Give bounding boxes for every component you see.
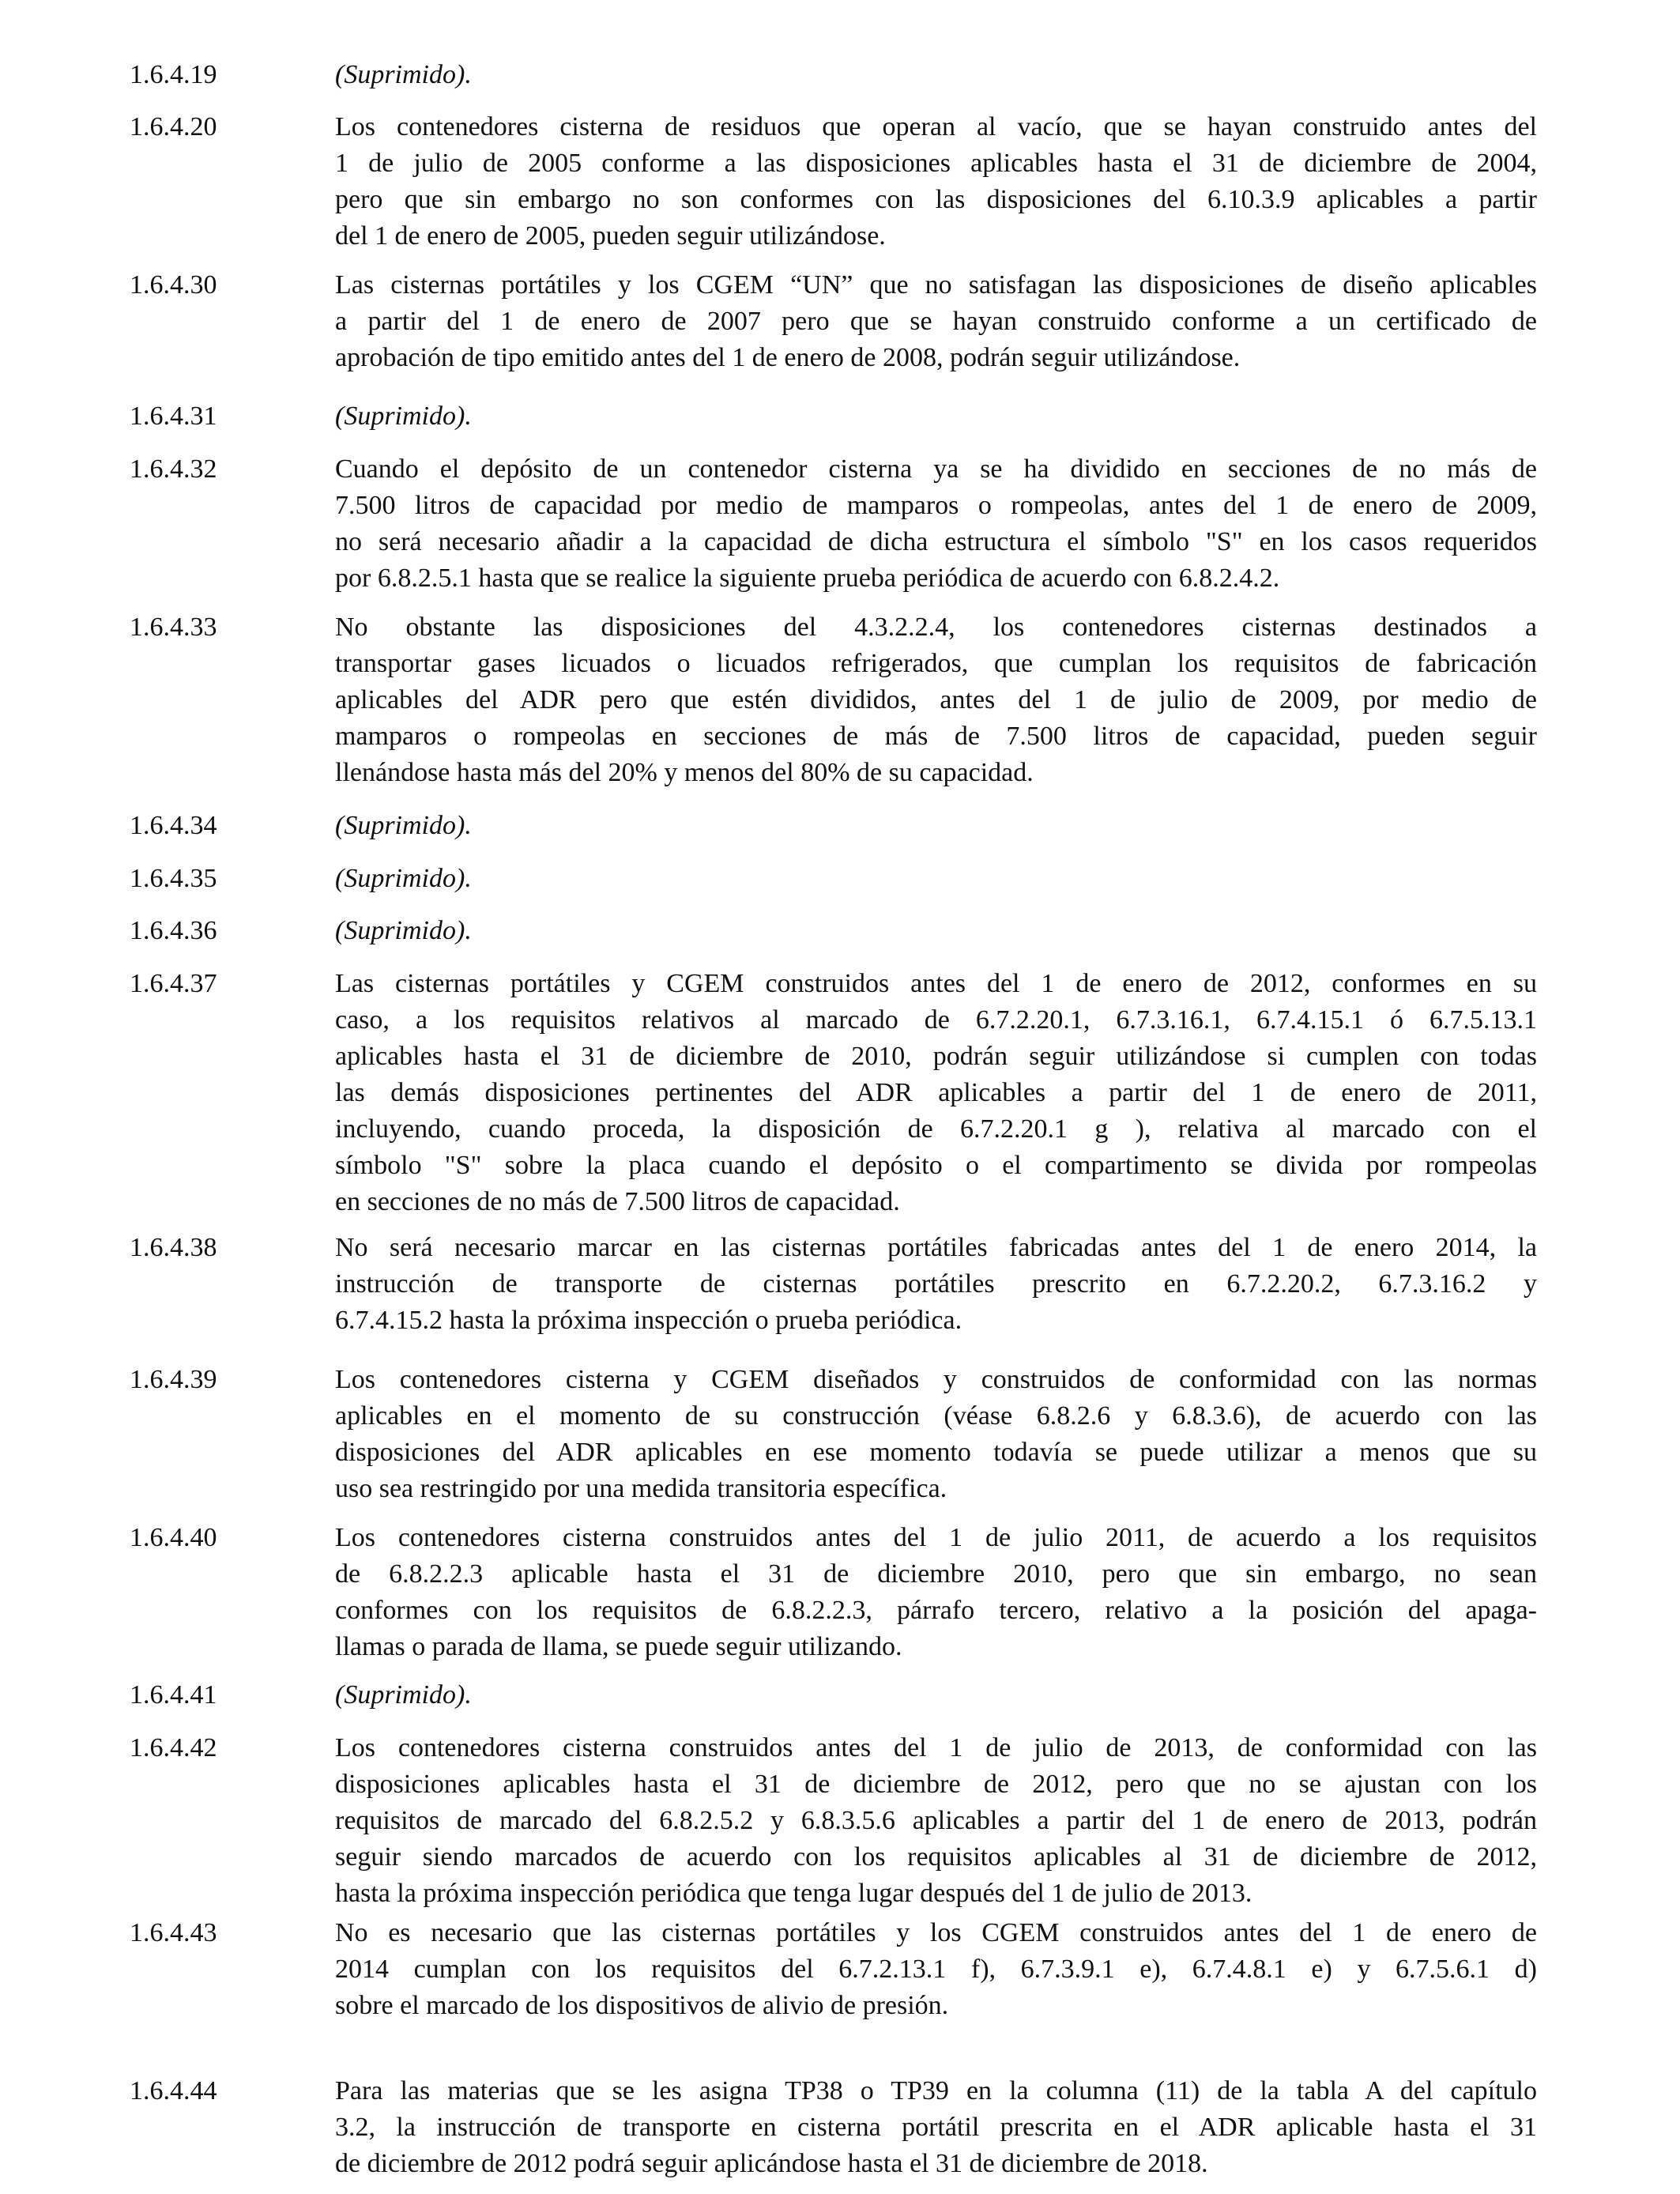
body-line: (Suprimido). xyxy=(335,811,472,840)
body-line: (Suprimido). xyxy=(335,1680,472,1710)
section-number: 1.6.4.42 xyxy=(130,1733,217,1762)
body-line: No será necesario marcar en las cisternas portátiles fabricadas antes del 1 de enero 2014, la xyxy=(335,1233,1537,1262)
section-body xyxy=(335,966,1537,1220)
body-line: Los contenedores cisterna construidos antes del 1 de julio de 2013, de conformidad con las xyxy=(335,1733,1537,1762)
section-body xyxy=(335,267,1537,376)
section-body xyxy=(335,1915,1537,2024)
section-number: 1.6.4.33 xyxy=(130,613,217,642)
body-line: disposiciones del ADR aplicables en ese momento todavía se puede utilizar a menos que su xyxy=(335,1438,1537,1467)
section-body xyxy=(335,1230,1537,1339)
section-body xyxy=(335,1520,1537,1665)
body-line: (Suprimido). xyxy=(335,864,472,893)
section-body xyxy=(335,398,1537,435)
body-line: seguir siendo marcados de acuerdo con los requisitos aplicables al 31 de diciembre de 2012, xyxy=(335,1842,1537,1872)
body-line: uso sea restringido por una medida transitoria específica. xyxy=(335,1474,947,1503)
section-number: 1.6.4.36 xyxy=(130,916,217,945)
body-line: símbolo "S" sobre la placa cuando el depósito o el compartimento se divida por rompeolas xyxy=(335,1151,1537,1180)
body-line: pero que sin embargo no son conformes con las disposiciones del 6.10.3.9 aplicables a partir xyxy=(335,185,1537,214)
body-line: Las cisternas portátiles y CGEM construidos antes del 1 de enero de 2012, conformes en su xyxy=(335,969,1537,998)
body-line: Los contenedores cisterna de residuos que operan al vacío, que se hayan construido antes del xyxy=(335,112,1537,141)
section-body xyxy=(335,109,1537,254)
body-line: a partir del 1 de enero de 2007 pero que se hayan construido conforme a un certificado de xyxy=(335,307,1537,336)
body-line: Cuando el depósito de un contenedor cisterna ya se ha dividido en secciones de no más de xyxy=(335,454,1537,484)
body-line: del 1 de enero de 2005, pueden seguir utilizándose. xyxy=(335,221,886,251)
body-line: 1 de julio de 2005 conforme a las disposiciones aplicables hasta el 31 de diciembre de 2004, xyxy=(335,149,1537,178)
body-line: Las cisternas portátiles y los CGEM “UN” que no satisfagan las disposiciones de diseño aplicables xyxy=(335,270,1537,300)
section-number: 1.6.4.41 xyxy=(130,1680,217,1710)
body-line: no será necesario añadir a la capacidad de dicha estructura el símbolo "S" en los casos requeridos xyxy=(335,527,1537,556)
section-number: 1.6.4.40 xyxy=(130,1523,217,1552)
body-line: aplicables en el momento de su construcción (véase 6.8.2.6 y 6.8.3.6), de acuerdo con las xyxy=(335,1401,1537,1431)
body-line: 7.500 litros de capacidad por medio de mamparos o rompeolas, antes del 1 de enero de 2009, xyxy=(335,491,1537,520)
section-body xyxy=(335,2073,1537,2182)
body-line: Los contenedores cisterna y CGEM diseñados y construidos de conformidad con las normas xyxy=(335,1365,1537,1394)
body-line: llenándose hasta más del 20% y menos del 80% de su capacidad. xyxy=(335,758,1034,787)
body-line: conformes con los requisitos de 6.8.2.2.3, párrafo tercero, relativo a la posición del apaga- xyxy=(335,1596,1537,1625)
body-line: de diciembre de 2012 podrá seguir aplicándose hasta el 31 de diciembre de 2018. xyxy=(335,2149,1208,2178)
section-body xyxy=(335,1677,1537,1713)
body-line: disposiciones aplicables hasta el 31 de diciembre de 2012, pero que no se ajustan con los xyxy=(335,1770,1537,1799)
body-line: instrucción de transporte de cisternas portátiles prescrito en 6.7.2.20.2, 6.7.3.16.2 y xyxy=(335,1269,1537,1299)
section-body xyxy=(335,1362,1537,1507)
section-body xyxy=(335,808,1537,844)
body-line: aplicables del ADR pero que estén divididos, antes del 1 de julio de 2009, por medio de xyxy=(335,685,1537,714)
section-body xyxy=(335,861,1537,897)
body-line: sobre el marcado de los dispositivos de alivio de presión. xyxy=(335,1991,949,2020)
section-number: 1.6.4.35 xyxy=(130,864,217,893)
body-line: Para las materias que se les asigna TP38 o TP39 en la columna (11) de la tabla A del capítulo xyxy=(335,2076,1537,2105)
section-number: 1.6.4.43 xyxy=(130,1918,217,1947)
body-line: incluyendo, cuando proceda, la disposición de 6.7.2.20.1 g ), relativa al marcado con el xyxy=(335,1114,1537,1144)
body-line: requisitos de marcado del 6.8.2.5.2 y 6.8.3.5.6 aplicables a partir del 1 de enero de 2013, podrán xyxy=(335,1806,1537,1835)
body-line: las demás disposiciones pertinentes del ADR aplicables a partir del 1 de enero de 2011, xyxy=(335,1078,1537,1107)
section-number: 1.6.4.20 xyxy=(130,112,217,141)
body-line: 6.7.4.15.2 hasta la próxima inspección o prueba periódica. xyxy=(335,1306,962,1335)
section-number: 1.6.4.38 xyxy=(130,1233,217,1262)
body-line: aprobación de tipo emitido antes del 1 de enero de 2008, podrán seguir utilizándose. xyxy=(335,343,1241,372)
section-number: 1.6.4.37 xyxy=(130,969,217,998)
body-line: llamas o parada de llama, se puede seguir utilizando. xyxy=(335,1632,902,1661)
section-number: 1.6.4.44 xyxy=(130,2076,217,2105)
body-line: (Suprimido). xyxy=(335,60,472,89)
section-number: 1.6.4.30 xyxy=(130,270,217,300)
section-body xyxy=(335,57,1537,93)
body-line: (Suprimido). xyxy=(335,916,472,945)
body-line: No es necesario que las cisternas portátiles y los CGEM construidos antes del 1 de enero de xyxy=(335,1918,1537,1947)
section-number: 1.6.4.32 xyxy=(130,454,217,484)
section-body xyxy=(335,609,1537,791)
section-number: 1.6.4.39 xyxy=(130,1365,217,1394)
section-number: 1.6.4.19 xyxy=(130,60,217,89)
body-line: Los contenedores cisterna construidos antes del 1 de julio 2011, de acuerdo a los requisitos xyxy=(335,1523,1537,1552)
body-line: 3.2, la instrucción de transporte en cisterna portátil prescrita en el ADR aplicable hasta el 31 xyxy=(335,2113,1537,2142)
body-line: (Suprimido). xyxy=(335,401,472,431)
body-line: por 6.8.2.5.1 hasta que se realice la siguiente prueba periódica de acuerdo con 6.8.2.4.2. xyxy=(335,564,1280,593)
body-line: de 6.8.2.2.3 aplicable hasta el 31 de diciembre 2010, pero que sin embargo, no sean xyxy=(335,1559,1537,1589)
section-body xyxy=(335,1730,1537,1912)
body-line: aplicables hasta el 31 de diciembre de 2010, podrán seguir utilizándose si cumplen con todas xyxy=(335,1042,1537,1071)
body-line: caso, a los requisitos relativos al marcado de 6.7.2.20.1, 6.7.3.16.1, 6.7.4.15.1 ó 6.7.5.13.1 xyxy=(335,1005,1537,1035)
section-number: 1.6.4.31 xyxy=(130,401,217,431)
body-line: mamparos o rompeolas en secciones de más de 7.500 litros de capacidad, pueden seguir xyxy=(335,722,1537,751)
body-line: No obstante las disposiciones del 4.3.2.2.4, los contenedores cisternas destinados a xyxy=(335,613,1537,642)
body-line: 2014 cumplan con los requisitos del 6.7.2.13.1 f), 6.7.3.9.1 e), 6.7.4.8.1 e) y 6.7.5.6.1 d) xyxy=(335,1955,1537,1984)
body-line: en secciones de no más de 7.500 litros de capacidad. xyxy=(335,1187,900,1216)
body-line: hasta la próxima inspección periódica que tenga lugar después del 1 de julio de 2013. xyxy=(335,1879,1252,1908)
section-number: 1.6.4.34 xyxy=(130,811,217,840)
section-body xyxy=(335,913,1537,949)
section-body xyxy=(335,451,1537,597)
body-line: transportar gases licuados o licuados refrigerados, que cumplan los requisitos de fabricación xyxy=(335,649,1537,678)
